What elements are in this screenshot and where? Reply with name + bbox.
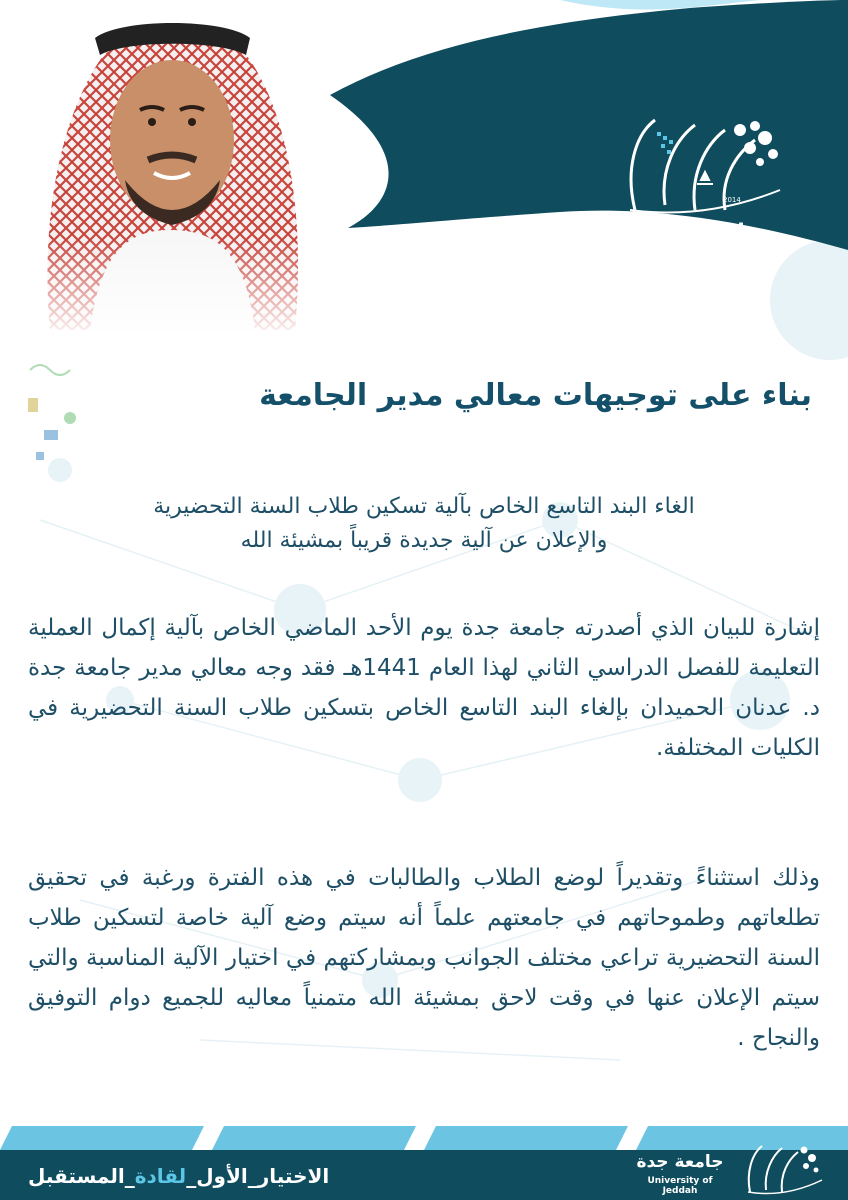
page-heading: بناء على توجيهات معالي مدير الجامعة xyxy=(259,378,812,413)
footer-logo-arabic-name: جامعة جدة xyxy=(636,1152,724,1172)
body-paragraph-2: وذلك استثناءً وتقديراً لوضع الطلاب والطالبات في هذه الفترة ورغبة في تحقيق تطلعاتهم وطموحاتهم في جامعتهم علماً أنه سيتم وضع آلية خاصة لتسكين طلاب السنة التحضيرية تراعي مختلف الجوانب وبمشاركتهم في اختيار الآلية المناسبة والتي سيتم الإعلان عنها في وقت لاحق بمشيئة الله متمنياً معاليه للجميع دوام التوفيق والنجاح . xyxy=(28,865,820,1051)
slogan-highlight: لقادة xyxy=(134,1164,187,1188)
subtitle-line-1: الغاء البند التاسع الخاص بآلية تسكين طلاب السنة التحضيرية xyxy=(153,494,695,519)
footer-emblem-icon xyxy=(740,1140,830,1196)
slogan-part-2: _المستقبل xyxy=(28,1164,135,1188)
footer-logo-english-name: University of Jeddah xyxy=(647,1176,713,1196)
footer-logo xyxy=(630,1138,830,1198)
logo-year: 2014 xyxy=(723,196,741,204)
logo-arabic-name: جامعة جدة xyxy=(648,220,762,245)
portrait-image xyxy=(30,0,310,340)
university-emblem-icon xyxy=(605,110,805,220)
body-paragraph-1: إشارة للبيان الذي أصدرته جامعة جدة يوم الأحد الماضي الخاص بآلية إكمال العملية التعليمة للفصل الدراسي الثاني لهذا العام 1441هـ فقد وجه معالي مدير جامعة جدة د. عدنان الحميدان بإلغاء البند التاسع الخاص بتسكين طلاب السنة التحضيرية في الكليات المختلفة. xyxy=(28,615,820,761)
footer-slogan xyxy=(28,1164,329,1188)
announcement-subtitle xyxy=(24,490,824,558)
slogan-part-1: الاختيار_الأول_ xyxy=(186,1164,330,1188)
logo-english-name: University of Jeddah xyxy=(642,250,768,263)
subtitle-line-2: والإعلان عن آلية جديدة قريباً بمشيئة الله xyxy=(240,528,608,553)
university-logo xyxy=(605,110,805,270)
